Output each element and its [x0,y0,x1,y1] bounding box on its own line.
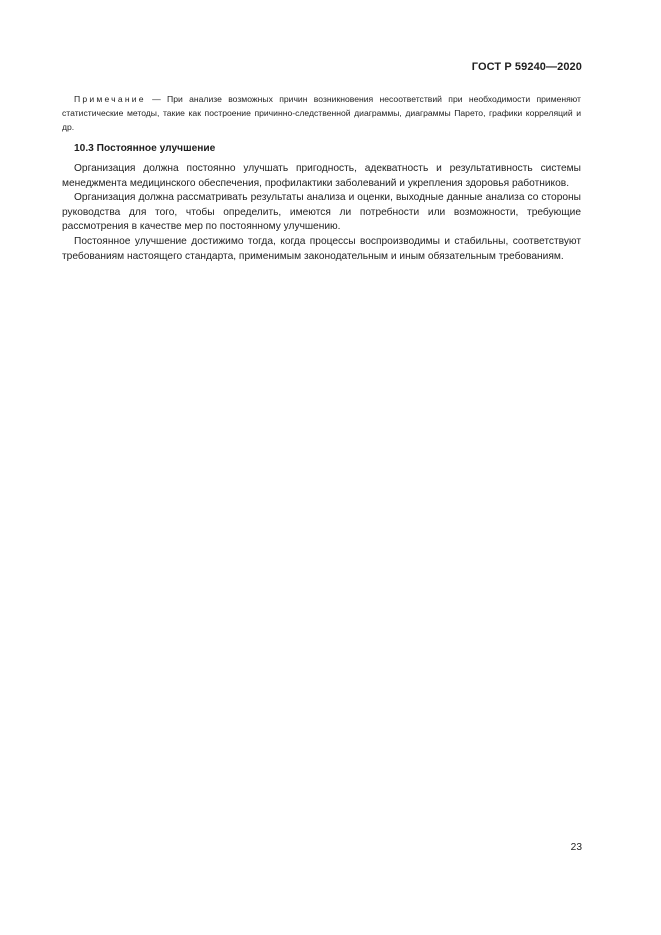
paragraph-1: Организация должна постоянно улучшать пригодность, адекватность и результативность системы менеджмента медицинского обеспечения, профилактики заболеваний и укрепления здоровья работников. [62,163,581,189]
paragraph-2: Организация должна рассматривать результаты анализа и оценки, выходные данные анализа со стороны руководства для того, чтобы определить, имеются ли потребности или возможности, требующие рассмотрения в качестве мер по постоянному улучшению. [62,192,581,233]
note-paragraph [62,92,581,134]
section-heading: 10.3 Постоянное улучшение [74,143,216,154]
page-header-standard-code: ГОСТ Р 59240—2020 [471,61,582,73]
section-body [62,162,581,264]
page-number: 23 [570,842,582,853]
paragraph-3: Постоянное улучшение достижимо тогда, когда процессы воспроизводимы и стабильны, соответствуют требованиям настоящего стандарта, применимым законодательным и иным обязательным требованиям. [62,235,581,262]
note-label: Примечание [74,94,146,104]
note-text: — При анализе возможных причин возникновения несоответствий при необходимости применяют статистические методы, такие как построение причинно-следственной диаграммы, диаграммы Парето, графики корреляций и др. [62,94,581,132]
